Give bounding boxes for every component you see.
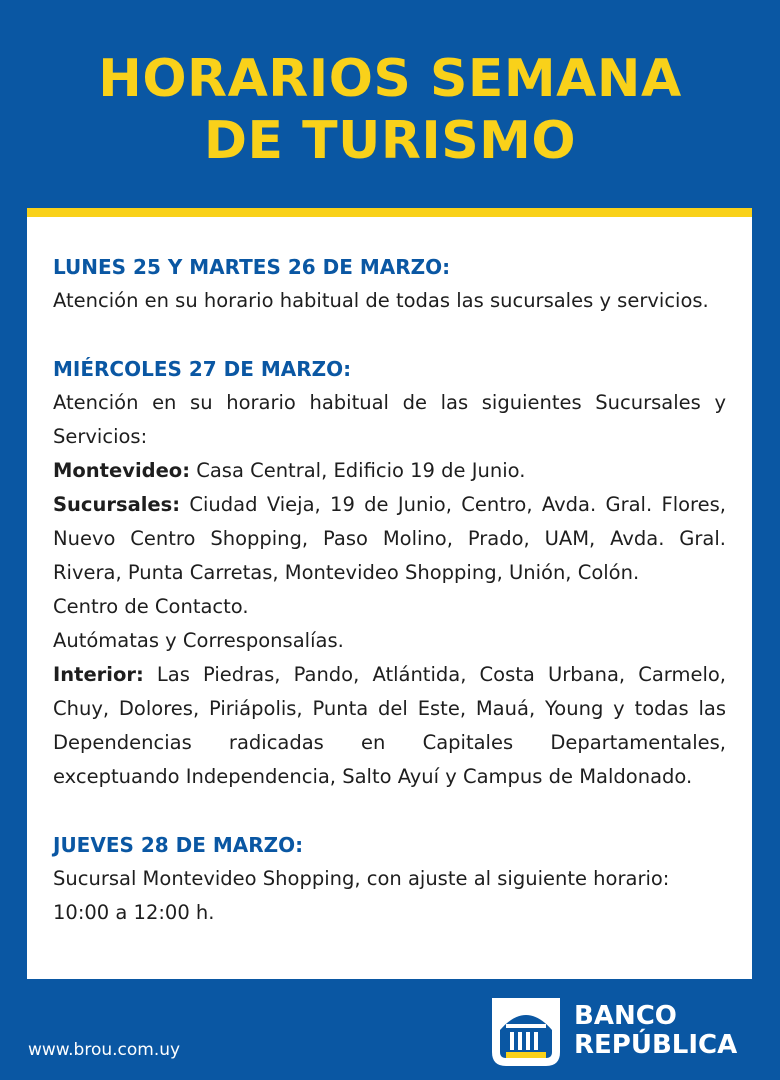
logo-line-1: BANCO	[574, 1001, 677, 1031]
montevideo-text: Casa Central, Edificio 19 de Junio.	[190, 459, 526, 482]
title-line-1: HORARIOS SEMANA	[98, 49, 682, 109]
section-intro: Atención en su horario habitual de las siguientes Sucursales y Servicios:	[53, 391, 726, 448]
logo-line-2: REPÚBLICA	[574, 1030, 738, 1060]
section-text: Atención en su horario habitual de todas las sucursales y servicios.	[53, 289, 709, 312]
sucursales-line	[53, 488, 726, 590]
contact-center-line: Centro de Contacto.	[53, 595, 249, 618]
bank-logo-text	[574, 1002, 737, 1060]
accent-divider	[27, 208, 752, 217]
page-title	[0, 48, 780, 172]
section-text: Sucursal Montevideo Shopping, con ajuste al siguiente horario: 10:00 a 12:00 h.	[53, 867, 670, 924]
section-monday-tuesday	[53, 250, 726, 318]
bank-emblem-icon	[488, 994, 564, 1070]
sucursales-label: Sucursales:	[53, 493, 181, 516]
interior-text: Las Piedras, Pando, Atlántida, Costa Urbana, Carmelo, Chuy, Dolores, Piriápolis, Punta del Este, Mauá, Young y todas las Dependencias radicadas en Capitales Departamentales, exceptuando Independencia, Salto Ayuí y Campus de Maldonado.	[53, 663, 726, 788]
interior-label: Interior:	[53, 663, 144, 686]
section-wednesday	[53, 352, 726, 794]
section-heading: LUNES 25 Y MARTES 26 DE MARZO:	[53, 255, 451, 279]
section-heading: JUEVES 28 DE MARZO:	[53, 833, 304, 857]
sucursales-text: Ciudad Vieja, 19 de Junio, Centro, Avda. Gral. Flores, Nuevo Centro Shopping, Paso Molino, Prado, UAM, Avda. Gral. Rivera, Punta Carretas, Montevideo Shopping, Unión, Colón.	[53, 493, 726, 584]
montevideo-line	[53, 454, 726, 488]
website-link[interactable]: www.brou.com.uy	[28, 1040, 181, 1060]
interior-line	[53, 658, 726, 794]
section-thursday	[53, 828, 726, 930]
montevideo-label: Montevideo:	[53, 459, 191, 482]
bank-logo	[488, 994, 758, 1070]
schedule-card	[27, 217, 752, 979]
section-heading: MIÉRCOLES 27 DE MARZO:	[53, 357, 352, 381]
title-line-2: DE TURISMO	[203, 111, 577, 171]
atm-line: Autómatas y Corresponsalías.	[53, 629, 344, 652]
